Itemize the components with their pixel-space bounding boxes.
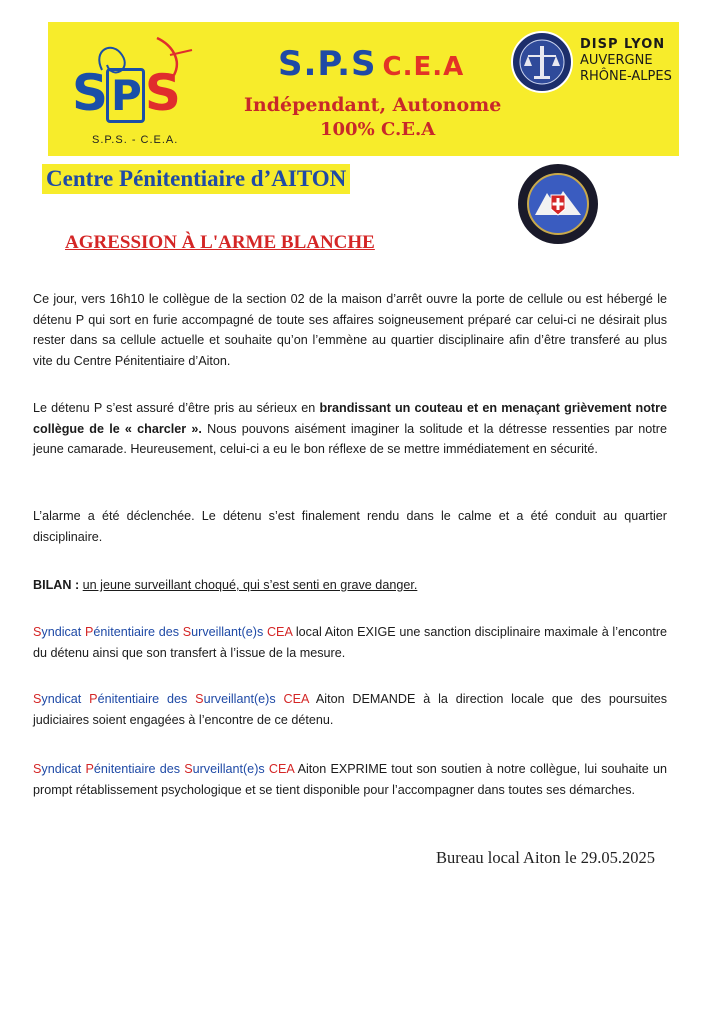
surveillant-initial: S: [182, 625, 192, 639]
disp-line-2: AUVERGNE: [580, 53, 653, 68]
paragraph-exprime-text: Aiton EXPRIME tout son soutien à notre collègue, lui souhaite un prompt rétablissement psychologique et se tient disponible pour l’accompagner dans toutes ses démarches.: [33, 762, 667, 797]
paragraph-2-start: Le détenu P s’est assuré d’être pris au sérieux en: [33, 401, 320, 415]
paragraph-exige: [33, 622, 667, 663]
penitentiaire-initial: P: [85, 625, 94, 639]
sps-logo: [62, 30, 212, 148]
paragraph-2: [33, 398, 667, 460]
banner-tagline-2: 100% C.E.A: [320, 119, 436, 140]
paragraph-demande: [33, 689, 667, 730]
paragraph-3: L’alarme a été déclenchée. Le détenu s’est finalement rendu dans le calme et a été conduit au quartier disciplinaire.: [33, 509, 667, 544]
banner-title-main: S.P.S: [278, 44, 377, 84]
disp-line-3: RHÔNE-ALPES: [580, 69, 672, 84]
syndicat-rest: yndicat: [41, 625, 82, 639]
bilan-text: un jeune surveillant choqué, qui s’est senti en grave danger.: [82, 578, 418, 592]
penitentiaire-initial: P: [89, 692, 98, 706]
surveillant-initial: S: [184, 762, 193, 776]
paragraph-demande-text: Aiton DEMANDE à la direction locale que des poursuites judiciaires soient engagées à l’encontre de ce détenu.: [33, 692, 668, 727]
penitentiaire-rest: énitentiaire des: [97, 692, 188, 706]
bilan-label: BILAN :: [33, 578, 80, 592]
paragraph-exige-text: local Aiton EXIGE une sanction disciplinaire maximale à l’encontre du détenu ainsi que son transfert à l’issue de la mesure.: [33, 625, 668, 660]
syndicat-initial: S: [33, 762, 42, 776]
cea-label: CEA: [266, 625, 293, 639]
administration-emblem-icon: [510, 30, 574, 94]
logo-letter-s2: S: [144, 64, 179, 122]
logo-letter-p: P: [106, 68, 145, 123]
cea-label: CEA: [283, 692, 309, 706]
penitentiaire-initial: P: [85, 762, 94, 776]
signature: Bureau local Aiton le 29.05.2025: [436, 848, 656, 867]
syndicat-rest: yndicat: [41, 692, 82, 706]
cea-label: CEA: [268, 762, 295, 776]
syndicat-initial: S: [33, 692, 42, 706]
logo-letter-s: S: [72, 64, 107, 122]
penitentiaire-rest: énitentiaire des: [93, 762, 180, 776]
surveillant-rest: urveillant(e)s: [203, 692, 276, 706]
banner-tagline: Indépendant, Autonome: [244, 94, 502, 116]
penitentiary-badge-icon: [517, 163, 599, 245]
disp-label: [580, 37, 672, 85]
paragraph-2-end: Nous pouvons aisément imaginer la solitude et la détresse ressenties par notre jeune camarade. Heureusement, celui-ci a eu le bon réflexe de se mettre immédiatement en sécurité.: [33, 421, 667, 457]
logo-letters: [72, 64, 179, 122]
paragraph-2-bold: brandissant un couteau et en menaçant grièvement notre collègue de le « charcler ».: [33, 401, 667, 436]
header-banner: [48, 22, 679, 156]
surveillant-rest: urveillant(e)s: [191, 625, 264, 639]
penitentiaire-rest: énitentiaire des: [93, 625, 180, 639]
logo-subtitle: S.P.S. - C.E.A.: [92, 134, 179, 146]
syndicat-rest: yndicat: [41, 762, 82, 776]
bilan: [33, 575, 667, 596]
center-title: Centre Pénitentiaire d’AITON: [42, 164, 350, 194]
surveillant-initial: S: [195, 692, 204, 706]
paragraph-exprime: [33, 759, 667, 800]
paragraph-1: Ce jour, vers 16h10 le collègue de la section 02 de la maison d’arrêt ouvre la porte de cellule ou est hébergé le détenu P qui sort en furie accompagné de toute ses affaires soigneusement préparé car celui-ci ne désirait plus rester dans sa cellule actuelle et souhaite qu’on l’emmène au quartier disciplinaire afin d’être transferé au plus vite du Centre Pénitentiaire d’Aiton.: [33, 292, 667, 368]
banner-title-suffix: C.E.A: [382, 52, 465, 82]
disp-line-1: DISP LYON: [580, 37, 666, 52]
headline: AGRESSION À L'ARME BLANCHE: [65, 232, 375, 253]
surveillant-rest: urveillant(e)s: [192, 762, 265, 776]
syndicat-initial: S: [33, 625, 42, 639]
banner-title: [278, 44, 464, 84]
